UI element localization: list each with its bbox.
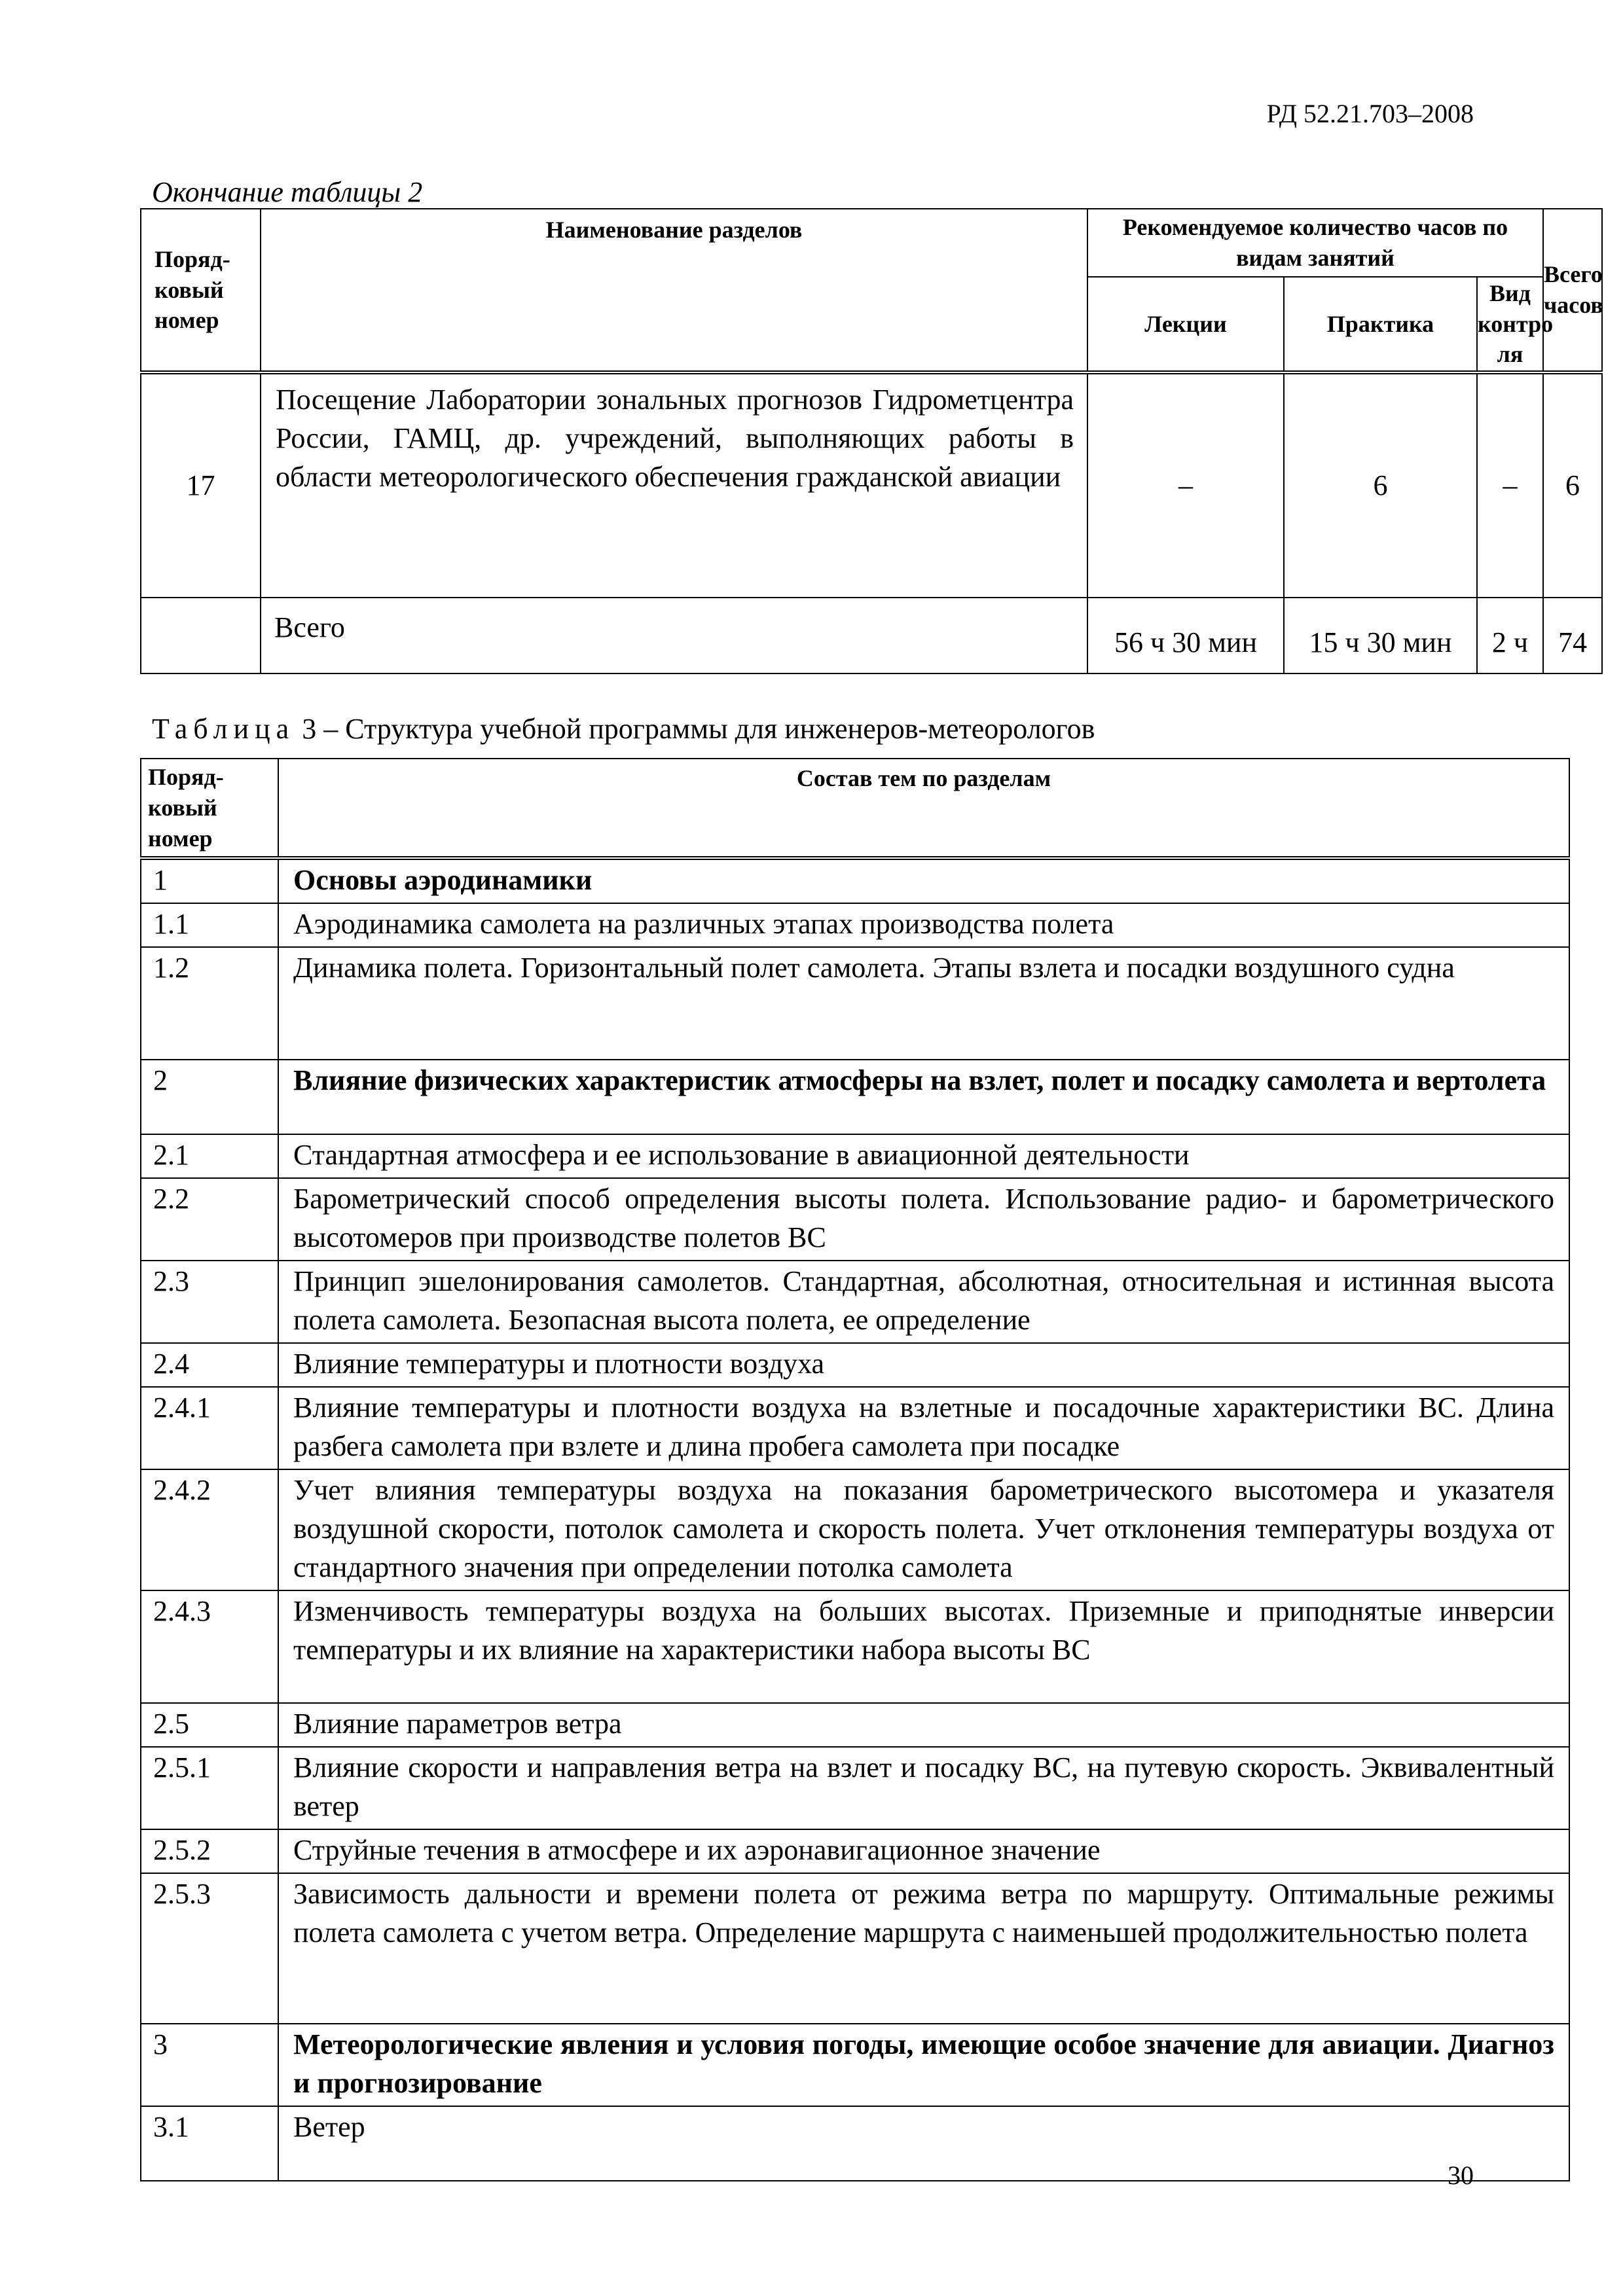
table2-header-name: Наименование разделов	[261, 209, 1087, 372]
table3	[140, 758, 1570, 2181]
table3-row-text: Влияние температуры и плотности воздуха	[278, 1343, 1569, 1387]
table-row	[141, 372, 1602, 598]
table2-row-practice: 6	[1284, 372, 1477, 598]
table2-total-control: 2 ч	[1477, 598, 1543, 673]
table-row	[141, 1387, 1569, 1469]
table-row	[141, 1134, 1569, 1178]
table3-row-number: 2.1	[141, 1134, 278, 1178]
table3-row-number: 2.5.1	[141, 1747, 278, 1829]
table3-row-number: 2.4.2	[141, 1469, 278, 1590]
table3-header-topics: Состав тем по разделам	[278, 759, 1569, 858]
table3-row-text: Влияние параметров ветра	[278, 1703, 1569, 1747]
table3-row-number: 1.1	[141, 903, 278, 947]
table3-row-number: 1	[141, 858, 278, 903]
table3-row-text: Динамика полета. Горизонтальный полет самолета. Этапы взлета и посадки воздушного судна	[278, 947, 1569, 1060]
table2-header-total: Всего часов	[1543, 209, 1602, 372]
table-row	[141, 1873, 1569, 2024]
table3-row-number: 2	[141, 1060, 278, 1134]
table3-row-text: Влияние температуры и плотности воздуха на взлетные и посадочные характеристики ВС. Длина разбега самолета при взлете и длина пробега самолета при посадке	[278, 1387, 1569, 1469]
table3-row-number: 1.2	[141, 947, 278, 1060]
table-row	[141, 1590, 1569, 1703]
table3-row-text: Принцип эшелонирования самолетов. Стандартная, абсолютная, относительная и истинная высота полета самолета. Безопасная высота полета, ее определение	[278, 1261, 1569, 1343]
table2-row-control: –	[1477, 372, 1543, 598]
table3-row-number: 2.3	[141, 1261, 278, 1343]
table2-header-lectures: Лекции	[1087, 277, 1284, 372]
table2	[140, 208, 1603, 674]
table3-row-text: Стандартная атмосфера и ее использование в авиационной деятельности	[278, 1134, 1569, 1178]
table-row	[141, 1469, 1569, 1590]
document-code: РД 52.21.703–2008	[1266, 99, 1474, 128]
table3-row-number: 2.5.3	[141, 1873, 278, 2024]
table3-row-text: Аэродинамика самолета на различных этапах производства полета	[278, 903, 1569, 947]
page-number: 30	[1448, 2161, 1474, 2190]
table-row	[141, 1747, 1569, 1829]
table3-row-number: 2.4.1	[141, 1387, 278, 1469]
table3-row-number: 2.2	[141, 1178, 278, 1261]
table3-row-number: 3.1	[141, 2106, 278, 2181]
table3-caption	[152, 712, 1095, 745]
table3-row-text: Влияние скорости и направления ветра на взлет и посадку ВС, на путевую скорость. Эквивалентный ветер	[278, 1747, 1569, 1829]
table-row	[141, 947, 1569, 1060]
table2-caption: Окончание таблицы 2	[152, 176, 423, 208]
table3-row-text: Барометрический способ определения высоты полета. Использование радио- и барометрического высотомеров при производстве полетов ВС	[278, 1178, 1569, 1261]
table3-row-text: Изменчивость температуры воздуха на больших высотах. Приземные и приподнятые инверсии температуры и их влияние на характеристики набора высоты ВС	[278, 1590, 1569, 1703]
table3-body	[141, 858, 1569, 2180]
table2-header-number: Поряд-ковый номер	[141, 209, 261, 372]
table3-caption-label: Таблица	[152, 713, 295, 745]
table3-row-number: 2.5.2	[141, 1829, 278, 1873]
table-row	[141, 1178, 1569, 1261]
table3-row-text: Струйные течения в атмосфере и их аэронавигационное значение	[278, 1829, 1569, 1873]
table3-row-text: Зависимость дальности и времени полета от режима ветра по маршруту. Оптимальные режимы полета самолета с учетом ветра. Определение маршрута с наименьшей продолжительностью полета	[278, 1873, 1569, 2024]
table2-total-practice: 15 ч 30 мин	[1284, 598, 1477, 673]
table3-section-title: Метеорологические явления и условия погоды, имеющие особое значение для авиации. Диагноз и прогнозирование	[278, 2024, 1569, 2106]
table2-total-row	[141, 598, 1602, 673]
table3-row-number: 2.4.3	[141, 1590, 278, 1703]
table3-caption-title: 3 – Структура учебной программы для инженеров-метеорологов	[295, 713, 1095, 745]
table-row	[141, 903, 1569, 947]
table3-section-title: Влияние физических характеристик атмосферы на взлет, полет и посадку самолета и вертолета	[278, 1060, 1569, 1134]
table2-total-total: 74	[1543, 598, 1602, 673]
table3-row-text: Ветер	[278, 2106, 1569, 2181]
table3-row-number: 2.4	[141, 1343, 278, 1387]
table2-total-lectures: 56 ч 30 мин	[1087, 598, 1284, 673]
table2-row-total: 6	[1543, 372, 1602, 598]
table-row	[141, 2024, 1569, 2106]
table2-row-name: Посещение Лаборатории зональных прогнозов Гидрометцентра России, ГАМЦ, др. учреждений, выполняющих работы в области метеорологического обеспечения гражданской авиации	[261, 372, 1087, 598]
table2-total-label: Всего	[261, 598, 1087, 673]
table-row	[141, 2106, 1569, 2181]
table2-header-control: Вид контро ля	[1477, 277, 1543, 372]
table-row	[141, 1703, 1569, 1747]
table2-row-number: 17	[141, 372, 261, 598]
table3-section-title: Основы аэродинамики	[278, 858, 1569, 903]
table-row	[141, 1829, 1569, 1873]
table-row	[141, 858, 1569, 903]
table2-header-recommended: Рекомендуемое количество часов по видам занятий	[1087, 209, 1543, 277]
table3-row-text: Учет влияния температуры воздуха на показания барометрического высотомера и указателя воздушной скорости, потолок самолета и скорость полета. Учет отклонения температуры воздуха от стандартного значения при определении потолка самолета	[278, 1469, 1569, 1590]
table-row	[141, 1343, 1569, 1387]
table2-row-lectures: –	[1087, 372, 1284, 598]
table2-header-practice: Практика	[1284, 277, 1477, 372]
table-row	[141, 1060, 1569, 1134]
table2-total-empty	[141, 598, 261, 673]
table-row	[141, 1261, 1569, 1343]
table3-header-number: Поряд-ковый номер	[141, 759, 278, 858]
table3-row-number: 2.5	[141, 1703, 278, 1747]
table3-row-number: 3	[141, 2024, 278, 2106]
